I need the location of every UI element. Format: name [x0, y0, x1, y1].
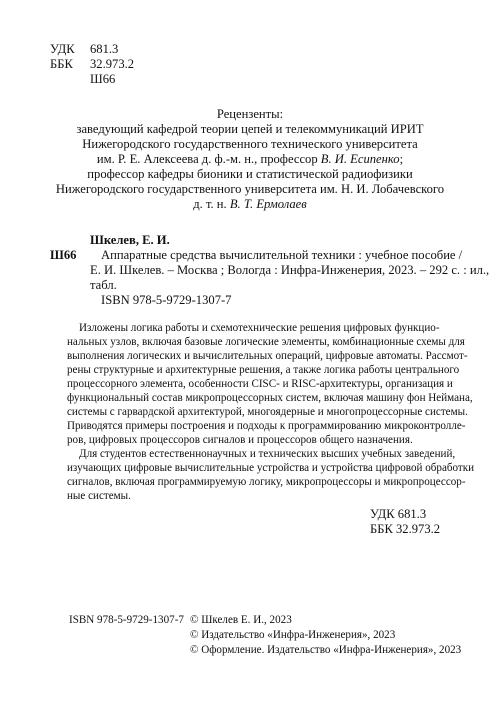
abstract-line: Изложены логика работы и схемотехнические решения цифровых функцио- [79, 322, 440, 334]
abstract-line: Для студентов естественнонаучных и технических высших учебных заведений, [79, 448, 456, 460]
author-mark: Ш66 [90, 72, 116, 86]
bbk-value: 32.973.2 [90, 57, 135, 71]
bib-mark: Ш66 [50, 248, 77, 262]
abstract-line: изучающих цифровые вычислительные устройства и устройства цифровой обработки [67, 462, 475, 474]
reviewer-line: заведующий кафедрой теории цепей и телекоммуникаций ИРИТ [76, 122, 424, 136]
copyright-line: © Оформление. Издательство «Инфра-Инженерия», 2023 [190, 644, 462, 656]
abstract-line: рены структурные и архитектурные решения, а также логика работы центрального [67, 364, 460, 376]
abstract-line: процессорного элемента, особенности CISC- и RISC-архитектуры, организация и [67, 378, 453, 390]
reviewer-name: В. И. Есипенко [320, 152, 400, 166]
copyright-line: © Издательство «Инфра-Инженерия», 2023 [190, 629, 396, 641]
reviewer-line: профессор кафедры бионики и статистической радиофизики [87, 167, 413, 181]
reviewer-punct: ; [399, 152, 404, 166]
udk-value: 681.3 [90, 42, 119, 56]
reviewer-line [0, 197, 500, 211]
footer-bbk: ББК 32.973.2 [370, 522, 441, 536]
abstract-line: ров, цифровых процессоров сигналов и процессоров общего назначения. [67, 434, 413, 446]
abstract-line: функциональный состав микропроцессорных систем, включая машину фон Неймана, [67, 392, 473, 404]
abstract-line: Приводятся примеры построения и подходы к программированию микроконтролле- [67, 420, 466, 432]
abstract-line: системы с гарвардской архитектурой, многоядерные и многопроцессорные системы. [67, 406, 468, 418]
bib-author: Шкелев, Е. И. [90, 233, 170, 247]
copyright-line: © Шкелев Е. И., 2023 [190, 614, 292, 626]
reviewer-line [0, 152, 500, 166]
abstract-line: выполнения логических и вычислительных операций, цифровые автоматы. Рассмот- [67, 350, 468, 362]
copyright-isbn: ISBN 978-5-9729-1307-7 [69, 614, 184, 626]
reviewer-credentials: им. Р. Е. Алексеева д. ф.-м. н., профессор [96, 152, 321, 166]
abstract-line: нальных узлов, включая базовые логические элементы, комбинационные схемы для [67, 336, 465, 348]
reviewer-credentials: д. т. н. [193, 197, 230, 211]
reviewers-heading: Рецензенты: [216, 107, 284, 121]
bbk-label: ББК [50, 57, 73, 71]
bib-title-line: Е. И. Шкелев. – Москва ; Вологда : Инфра-Инженерия, 2023. – 292 с. : ил., [90, 263, 490, 277]
reviewer-line: Нижегородского государственного технического университета [82, 137, 418, 151]
abstract-line: сигналов, включая программируемую логику, микропроцессоры и микропроцессор- [67, 476, 466, 488]
bib-isbn: ISBN 978-5-9729-1307-7 [101, 293, 232, 307]
bib-title-line: Аппаратные средства вычислительной техники : учебное пособие / [101, 248, 463, 262]
udk-label: УДК [50, 42, 75, 56]
reviewer-name: В. Т. Ермолаев [229, 197, 307, 211]
abstract-line: ные системы. [67, 490, 131, 502]
footer-udk: УДК 681.3 [370, 507, 427, 521]
bib-title-line: табл. [90, 278, 117, 292]
reviewer-line: Нижегородского государственного университета им. Н. И. Лобачевского [55, 182, 445, 196]
